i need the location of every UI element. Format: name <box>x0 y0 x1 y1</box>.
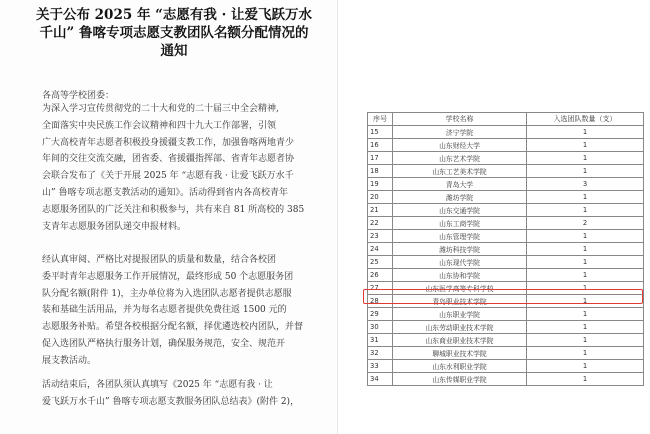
text-line: 会联合发布了《关于开展 2025 年 “志愿有我 · 让爱飞跃万水千 <box>42 171 294 182</box>
header-number: 序号 <box>368 113 393 126</box>
row-number: 30 <box>368 321 393 334</box>
row-school-name: 聊城职业技术学院 <box>393 347 527 360</box>
row-number: 28 <box>368 295 393 308</box>
table-page <box>340 0 650 434</box>
row-school-name: 山东医学高等专科学校 <box>393 282 527 295</box>
row-team-count: 1 <box>527 152 644 165</box>
row-team-count: 1 <box>527 282 644 295</box>
row-number: 22 <box>368 217 393 230</box>
table-row <box>368 360 644 373</box>
row-number: 18 <box>368 165 393 178</box>
header-school: 学校名称 <box>393 113 527 126</box>
text-line: 委平时青年志愿服务工作开展情况，最终形成 50 个志愿服务团 <box>42 271 294 282</box>
row-team-count: 1 <box>527 269 644 282</box>
table-row <box>368 178 644 191</box>
row-team-count: 3 <box>527 178 644 191</box>
table-row <box>368 165 644 178</box>
text-line: 年间的交往交流交融，团省委、省援疆指挥部、省青年志愿者协 <box>42 154 295 165</box>
text-line: 山” 鲁喀专项志愿支教活动的通知》。活动得到省内各高校青年 <box>42 187 288 198</box>
row-school-name: 青岛职业技术学院 <box>393 295 527 308</box>
table-row <box>368 347 644 360</box>
row-school-name: 山东艺术学院 <box>393 152 527 165</box>
row-team-count: 1 <box>527 139 644 152</box>
title-line: 关于公布 2025 年 “志愿有我 · 让爱飞跃万水 <box>35 7 313 23</box>
row-team-count: 1 <box>527 165 644 178</box>
row-team-count: 1 <box>527 191 644 204</box>
row-team-count: 1 <box>527 308 644 321</box>
row-team-count: 1 <box>527 256 644 269</box>
row-school-name: 潍坊科技学院 <box>393 243 527 256</box>
text-line: 爱飞跃万水千山” 鲁喀专项志愿支教服务团队总结表》(附件 2)， <box>42 396 300 407</box>
row-team-count: 1 <box>527 230 644 243</box>
table-row <box>368 334 644 347</box>
row-number: 17 <box>368 152 393 165</box>
row-number: 16 <box>368 139 393 152</box>
table-row <box>368 269 644 282</box>
text-line: 展支教活动。 <box>42 355 97 366</box>
text-line: 促入选团队严格执行服务计划，确保服务规范，安全、规范开 <box>42 338 286 349</box>
text-line: 活动结束后，各团队须认真填写《2025 年 “志愿有我 · 让 <box>42 380 273 390</box>
row-school-name: 青岛大学 <box>393 178 527 191</box>
row-school-name: 山东财经大学 <box>393 139 527 152</box>
table-row <box>368 308 644 321</box>
table-row <box>368 217 644 230</box>
title-line: 千山” 鲁喀专项志愿支教团队名额分配情况的 <box>39 25 309 41</box>
row-number: 31 <box>368 334 393 347</box>
row-number: 32 <box>368 347 393 360</box>
table-row <box>368 243 644 256</box>
table-row <box>368 256 644 269</box>
table-row <box>368 152 644 165</box>
row-team-count: 1 <box>527 334 644 347</box>
row-number: 26 <box>368 269 393 282</box>
row-number: 25 <box>368 256 393 269</box>
row-school-name: 山东交通学院 <box>393 204 527 217</box>
paragraph-1 <box>42 101 312 235</box>
row-number: 34 <box>368 373 393 386</box>
table-row <box>368 204 644 217</box>
row-team-count: 1 <box>527 321 644 334</box>
row-school-name: 山东工商学院 <box>393 217 527 230</box>
row-number: 23 <box>368 230 393 243</box>
row-team-count: 1 <box>527 204 644 217</box>
row-school-name: 山东现代学院 <box>393 256 527 269</box>
row-team-count: 1 <box>527 243 644 256</box>
table-row <box>368 230 644 243</box>
row-number: 15 <box>368 126 393 139</box>
text-line: 志愿服务团队的广泛关注和积极参与，共有来自 81 所高校的 385 <box>42 204 305 215</box>
row-school-name: 潍坊学院 <box>393 191 527 204</box>
table-row <box>368 373 644 386</box>
page-divider <box>337 0 338 434</box>
allocation-table <box>367 112 644 386</box>
row-number: 24 <box>368 243 393 256</box>
row-school-name: 山东传媒职业学院 <box>393 373 527 386</box>
table-row <box>368 126 644 139</box>
paragraph-2 <box>42 252 312 370</box>
text-line: 装和基础生活用品，并为每名志愿者提供免费往返 1500 元的 <box>42 305 287 316</box>
paragraph-3 <box>42 377 312 411</box>
text-line: 支青年志愿服务团队递交申报材料。 <box>42 221 187 232</box>
text-line: 为深入学习宣传贯彻党的二十大和党的二十届三中全会精神, <box>42 104 279 114</box>
row-team-count: 1 <box>527 295 644 308</box>
row-school-name: 山东职业学院 <box>393 308 527 321</box>
row-school-name: 山东水利职业学院 <box>393 360 527 373</box>
highlight-box <box>363 289 643 304</box>
row-school-name: 济宁学院 <box>393 126 527 139</box>
header-count: 入选团队数量（支） <box>527 113 644 126</box>
row-team-count: 1 <box>527 360 644 373</box>
title-line: 通知 <box>160 43 188 59</box>
text-line: 队分配名额(附件 1)，主办单位将为入选团队志愿者提供志愿服 <box>42 288 292 299</box>
row-school-name: 山东协和学院 <box>393 269 527 282</box>
document-title <box>24 6 324 60</box>
table-row <box>368 191 644 204</box>
row-number: 21 <box>368 204 393 217</box>
row-number: 27 <box>368 282 393 295</box>
salutation: 各高等学校团委： <box>42 91 115 101</box>
row-team-count: 2 <box>527 217 644 230</box>
row-school-name: 山东管理学院 <box>393 230 527 243</box>
row-number: 20 <box>368 191 393 204</box>
row-school-name: 山东商业职业技术学院 <box>393 334 527 347</box>
text-line: 全面落实中央民族工作会议精神和四十九大工作部署，引领 <box>42 120 277 131</box>
text-line: 志愿服务补贴。希望各校根据分配名额，择优遴选校内团队，并督 <box>42 322 304 333</box>
table-header-row <box>368 113 644 126</box>
row-number: 33 <box>368 360 393 373</box>
row-team-count: 1 <box>527 373 644 386</box>
row-team-count: 1 <box>527 126 644 139</box>
text-line: 广大高校青年志愿者积极投身援疆支教工作，加强鲁喀两地青少 <box>42 137 295 148</box>
text-line: 经认真审阅、严格比对提报团队的质量和数量，结合各校团 <box>42 255 277 265</box>
row-number: 29 <box>368 308 393 321</box>
row-team-count: 1 <box>527 347 644 360</box>
row-school-name: 山东劳动职业技术学院 <box>393 321 527 334</box>
table-row <box>368 139 644 152</box>
table-row <box>368 321 644 334</box>
row-school-name: 山东工艺美术学院 <box>393 165 527 178</box>
row-number: 19 <box>368 178 393 191</box>
